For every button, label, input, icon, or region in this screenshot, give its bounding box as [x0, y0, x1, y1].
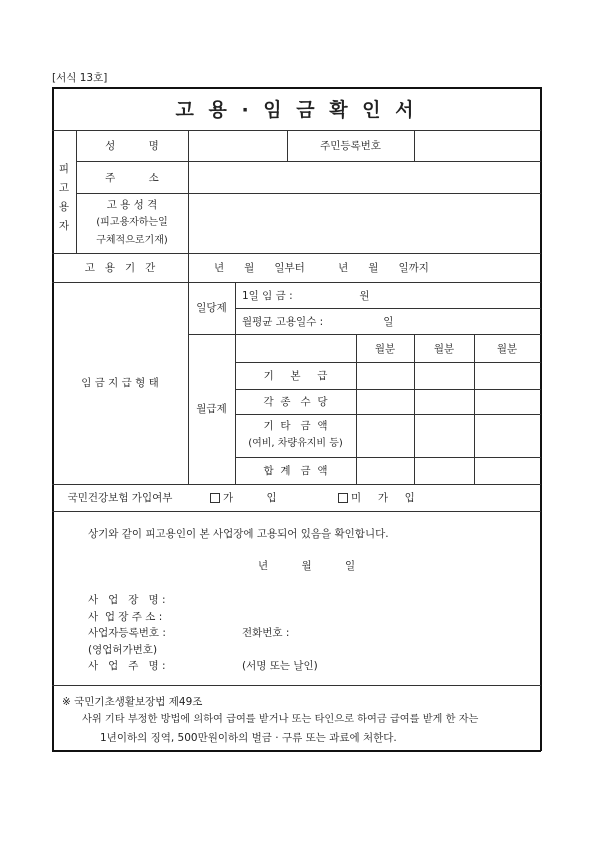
row-line: [52, 130, 541, 131]
monthly-days-field: 월평균 고용일수 : 일: [242, 316, 394, 328]
month-header: 월분: [374, 343, 396, 355]
workplace-address: 사 업 장 주 소 :: [88, 611, 163, 623]
row-line: [76, 161, 541, 162]
row-line: [52, 685, 541, 686]
col-line: [414, 334, 415, 484]
daily-wage-label: 일당제: [196, 302, 227, 314]
col-line: [356, 334, 357, 484]
frame-bottom: [52, 750, 541, 752]
row-line: [76, 193, 541, 194]
notice-line-2: 1년이하의 징역, 500만원이하의 벌금 · 구류 또는 과료에 처한다.: [100, 732, 397, 744]
owner-name: 사 업 주 명 :: [88, 660, 166, 672]
insurance-yes-option[interactable]: 가 입: [210, 493, 277, 504]
total-amount-label: 합 계 금 액: [263, 465, 328, 477]
col-line: [235, 282, 236, 484]
business-license-number: (영업허가번호): [88, 644, 158, 656]
workplace-name: 사 업 장 명 :: [88, 594, 166, 606]
employment-period-value: 년 월 일부터 년 월 일까지: [214, 262, 429, 274]
base-pay-label: 기 본 급: [263, 370, 328, 382]
name-label: 성 명: [105, 140, 159, 152]
checkbox-icon[interactable]: [210, 493, 220, 503]
employment-period-label: 고 용 기 간: [84, 262, 156, 274]
resident-number-label: 주민등록번호: [320, 140, 381, 152]
col-line: [414, 130, 415, 161]
notice-line-1: 사위 기타 부정한 방법에 의하여 급여를 받거나 또는 타인으로 하여금 급여를 받게 한 자는: [82, 714, 479, 725]
month-header: 월분: [433, 343, 455, 355]
job-nature-label: 고 용 성 격: [106, 199, 158, 211]
phone-number: 전화번호 :: [242, 627, 290, 639]
signature-hint: (서명 또는 날인): [242, 660, 318, 672]
other-amount-hint: (여비, 차량유지비 등): [248, 438, 343, 449]
row-line: [188, 334, 541, 335]
job-nature-hint: (피고용자하는일: [96, 217, 168, 228]
row-line: [235, 457, 541, 458]
frame-top: [52, 87, 541, 89]
insurance-label: 국민건강보험 가입여부: [67, 492, 173, 504]
month-header: 월분: [496, 343, 518, 355]
job-nature-hint: 구체적으로기재): [96, 235, 168, 246]
col-line: [474, 334, 475, 484]
monthly-wage-label: 월급제: [196, 403, 227, 415]
page-title: 고 용 · 임 금 확 인 서: [175, 99, 418, 121]
checkbox-icon[interactable]: [338, 493, 348, 503]
wage-type-label: 임 금 지 급 형 태: [81, 377, 159, 389]
frame-right: [540, 87, 542, 751]
row-line: [235, 362, 541, 363]
row-line: [235, 389, 541, 390]
row-line: [235, 414, 541, 415]
row-line: [52, 511, 541, 512]
address-label: 주 소: [105, 172, 159, 184]
employee-side-label: 피 고 용 자: [58, 163, 70, 232]
daily-wage-field: 1일 임 금 : 원: [242, 290, 370, 302]
row-line: [52, 282, 541, 283]
row-line: [52, 484, 541, 485]
row-line: [235, 308, 541, 309]
confirmation-date: 년 월 일: [258, 560, 356, 572]
confirmation-statement: 상기와 같이 피고용인이 본 사업장에 고용되어 있음을 확인합니다.: [88, 528, 389, 540]
insurance-no-option[interactable]: 미 가 입: [338, 493, 415, 504]
other-amount-label: 기 타 금 액: [263, 420, 328, 432]
notice-law: ※ 국민기초생활보장법 제49조: [62, 696, 203, 708]
row-line: [52, 253, 541, 254]
form-number: [서식 13호]: [52, 72, 108, 84]
allowances-label: 각 종 수 당: [263, 396, 328, 408]
business-registration-number: 사업자등록번호 :: [88, 627, 166, 639]
